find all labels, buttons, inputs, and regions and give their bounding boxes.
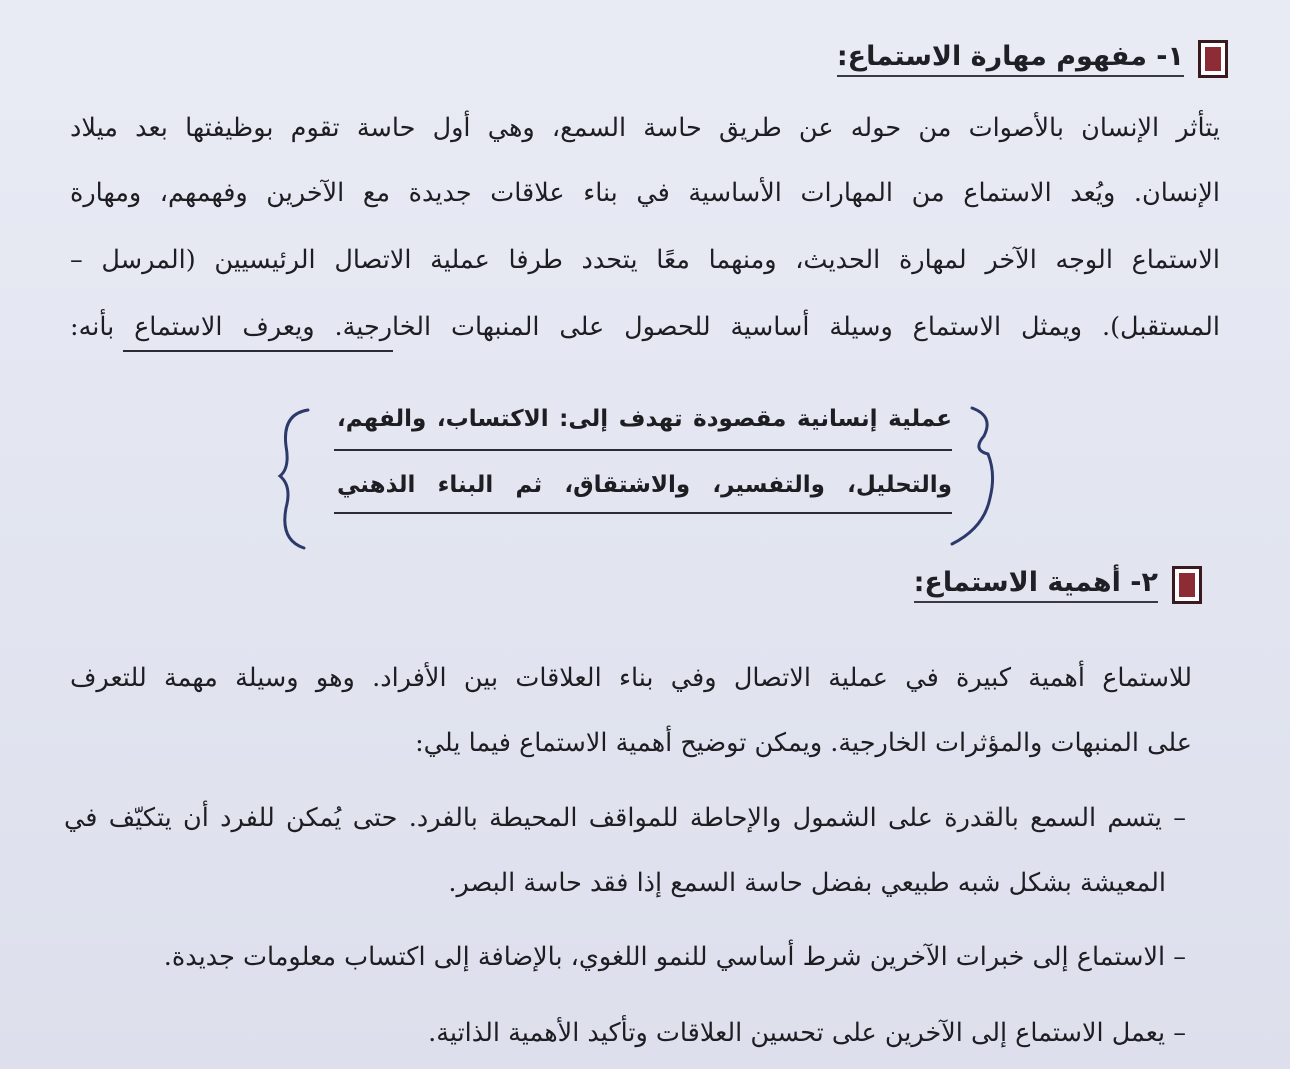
section-2-heading (914, 566, 1202, 604)
bullet-1-line-1: – يتسم السمع بالقدرة على الشمول والإحاطة للمواقف المحيطة بالفرد. حتى يُمكن للفرد أن يتكيّف في (64, 803, 1186, 833)
section-2-title: ٢- أهمية الاستماع: (914, 567, 1158, 603)
paragraph-1-line-1: يتأثر الإنسان بالأصوات من حوله عن طريق حاسة السمع، وهي أول حاسة تقوم بوظيفتها بعد ميلاد (70, 113, 1220, 143)
bullet-2: – الاستماع إلى خبرات الآخرين شرط أساسي للنمو اللغوي، بالإضافة إلى اكتساب معلومات جديدة. (163, 942, 1186, 972)
paragraph-1-line-3: الاستماع الوجه الآخر لمهارة الحديث، ومنهما معًا يتحدد طرفا عملية الاتصال الرئيسيين (المرسل – (70, 245, 1220, 275)
definition-line-1: عملية إنسانية مقصودة تهدف إلى: الاكتساب، والفهم، (337, 406, 952, 432)
paragraph-1-line-2: الإنسان. ويُعد الاستماع من المهارات الأساسية في بناء علاقات جديدة مع الآخرين وفهمهم، ومهارة (70, 178, 1220, 208)
paragraph-2-line-1: للاستماع أهمية كبيرة في عملية الاتصال وفي بناء العلاقات بين الأفراد. وهو وسيلة مهمة للتعرف (70, 663, 1192, 693)
definition-rule-2 (334, 512, 952, 514)
section-1-heading (837, 40, 1228, 78)
definition-line-2: والتحليل، والتفسير، والاشتقاق، ثم البناء الذهني (337, 472, 952, 498)
handwritten-underline (123, 350, 393, 352)
bullet-3: – يعمل الاستماع إلى الآخرين على تحسين العلاقات وتأكيد الأهمية الذاتية. (428, 1018, 1186, 1048)
heading-marker-icon (1198, 40, 1228, 78)
paragraph-1-line-4: المستقبل). ويمثل الاستماع وسيلة أساسية للحصول على المنبهات الخارجية. ويعرف الاستماع بأنه: (70, 312, 1220, 342)
section-1-title: ١- مفهوم مهارة الاستماع: (837, 41, 1184, 77)
heading-marker-icon (1172, 566, 1202, 604)
paragraph-2-line-2: على المنبهات والمؤثرات الخارجية. ويمكن توضيح أهمية الاستماع فيما يلي: (415, 728, 1192, 758)
definition-rule-1 (334, 449, 952, 451)
bullet-1-line-2: المعيشة بشكل شبه طبيعي بفضل حاسة السمع إذا فقد حاسة البصر. (448, 868, 1166, 898)
